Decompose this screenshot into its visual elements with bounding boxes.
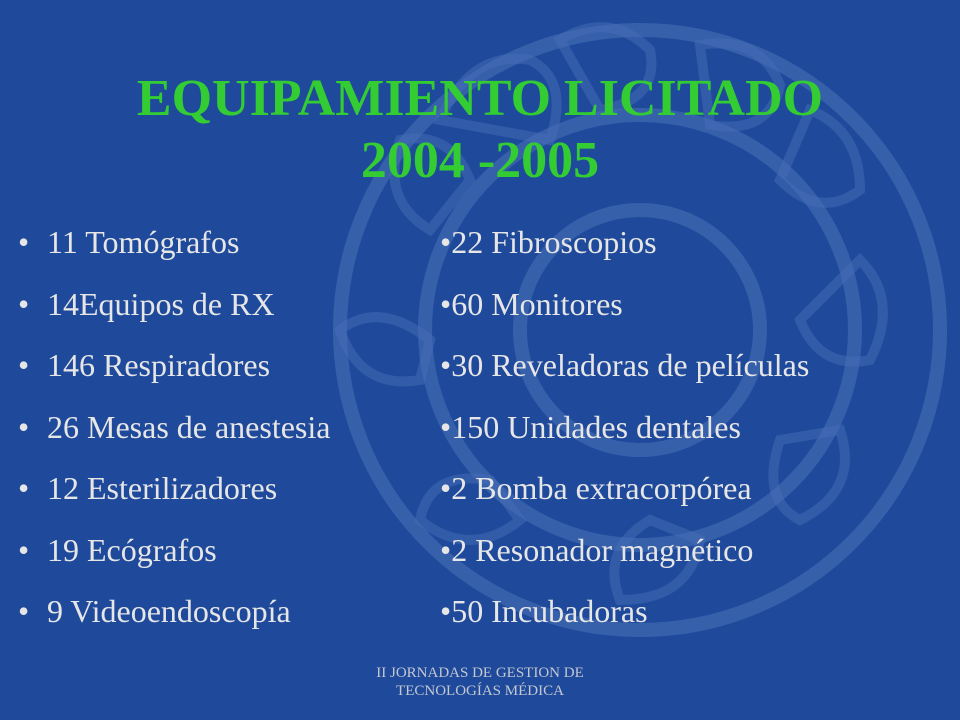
list-item: •22 Fibroscopios (440, 224, 657, 260)
right-equipment-list (440, 216, 809, 647)
list-item-label: 14Equipos de RX (47, 285, 275, 322)
slide-footer (330, 664, 630, 700)
list-item (18, 585, 330, 647)
list-item (18, 339, 330, 401)
footer-line-1: II JORNADAS DE GESTION DE (376, 665, 584, 681)
list-item: •2 Resonador magnético (440, 531, 754, 568)
title-line-2: 2004 -2005 (360, 132, 600, 189)
list-item-label: 9 Videoendoscopía (47, 593, 291, 629)
list-item: •60 Monitores (440, 285, 623, 322)
bullet-icon: • (18, 531, 30, 568)
left-equipment-list (18, 216, 330, 647)
bullet-icon: • (18, 408, 30, 445)
list-item-label: 26 Mesas de anestesia (47, 408, 331, 445)
list-item-label: 19 Ecógrafos (47, 531, 217, 568)
slide-title (0, 68, 960, 192)
list-item: •2 Bomba extracorpórea (440, 470, 752, 506)
bullet-icon: • (18, 285, 30, 322)
title-line-1: EQUIPAMIENTO LICITADO (136, 70, 824, 127)
list-item (18, 216, 330, 278)
list-item-label: 11 Tomógrafos (47, 224, 240, 260)
list-item (18, 401, 330, 463)
bullet-icon: • (18, 347, 30, 383)
list-item: •30 Reveladoras de películas (440, 347, 810, 383)
list-item (18, 462, 330, 524)
list-item: •150 Unidades dentales (440, 408, 741, 445)
list-item: •50 Incubadoras (440, 593, 648, 629)
list-item (18, 278, 330, 340)
bullet-icon: • (18, 593, 30, 629)
bullet-icon: • (18, 470, 30, 506)
list-item-label: 146 Respiradores (47, 347, 271, 383)
list-item (18, 524, 330, 586)
footer-line-2: TECNOLOGÍAS MÉDICA (396, 683, 564, 699)
bullet-icon: • (18, 224, 30, 260)
list-item-label: 12 Esterilizadores (47, 470, 278, 506)
